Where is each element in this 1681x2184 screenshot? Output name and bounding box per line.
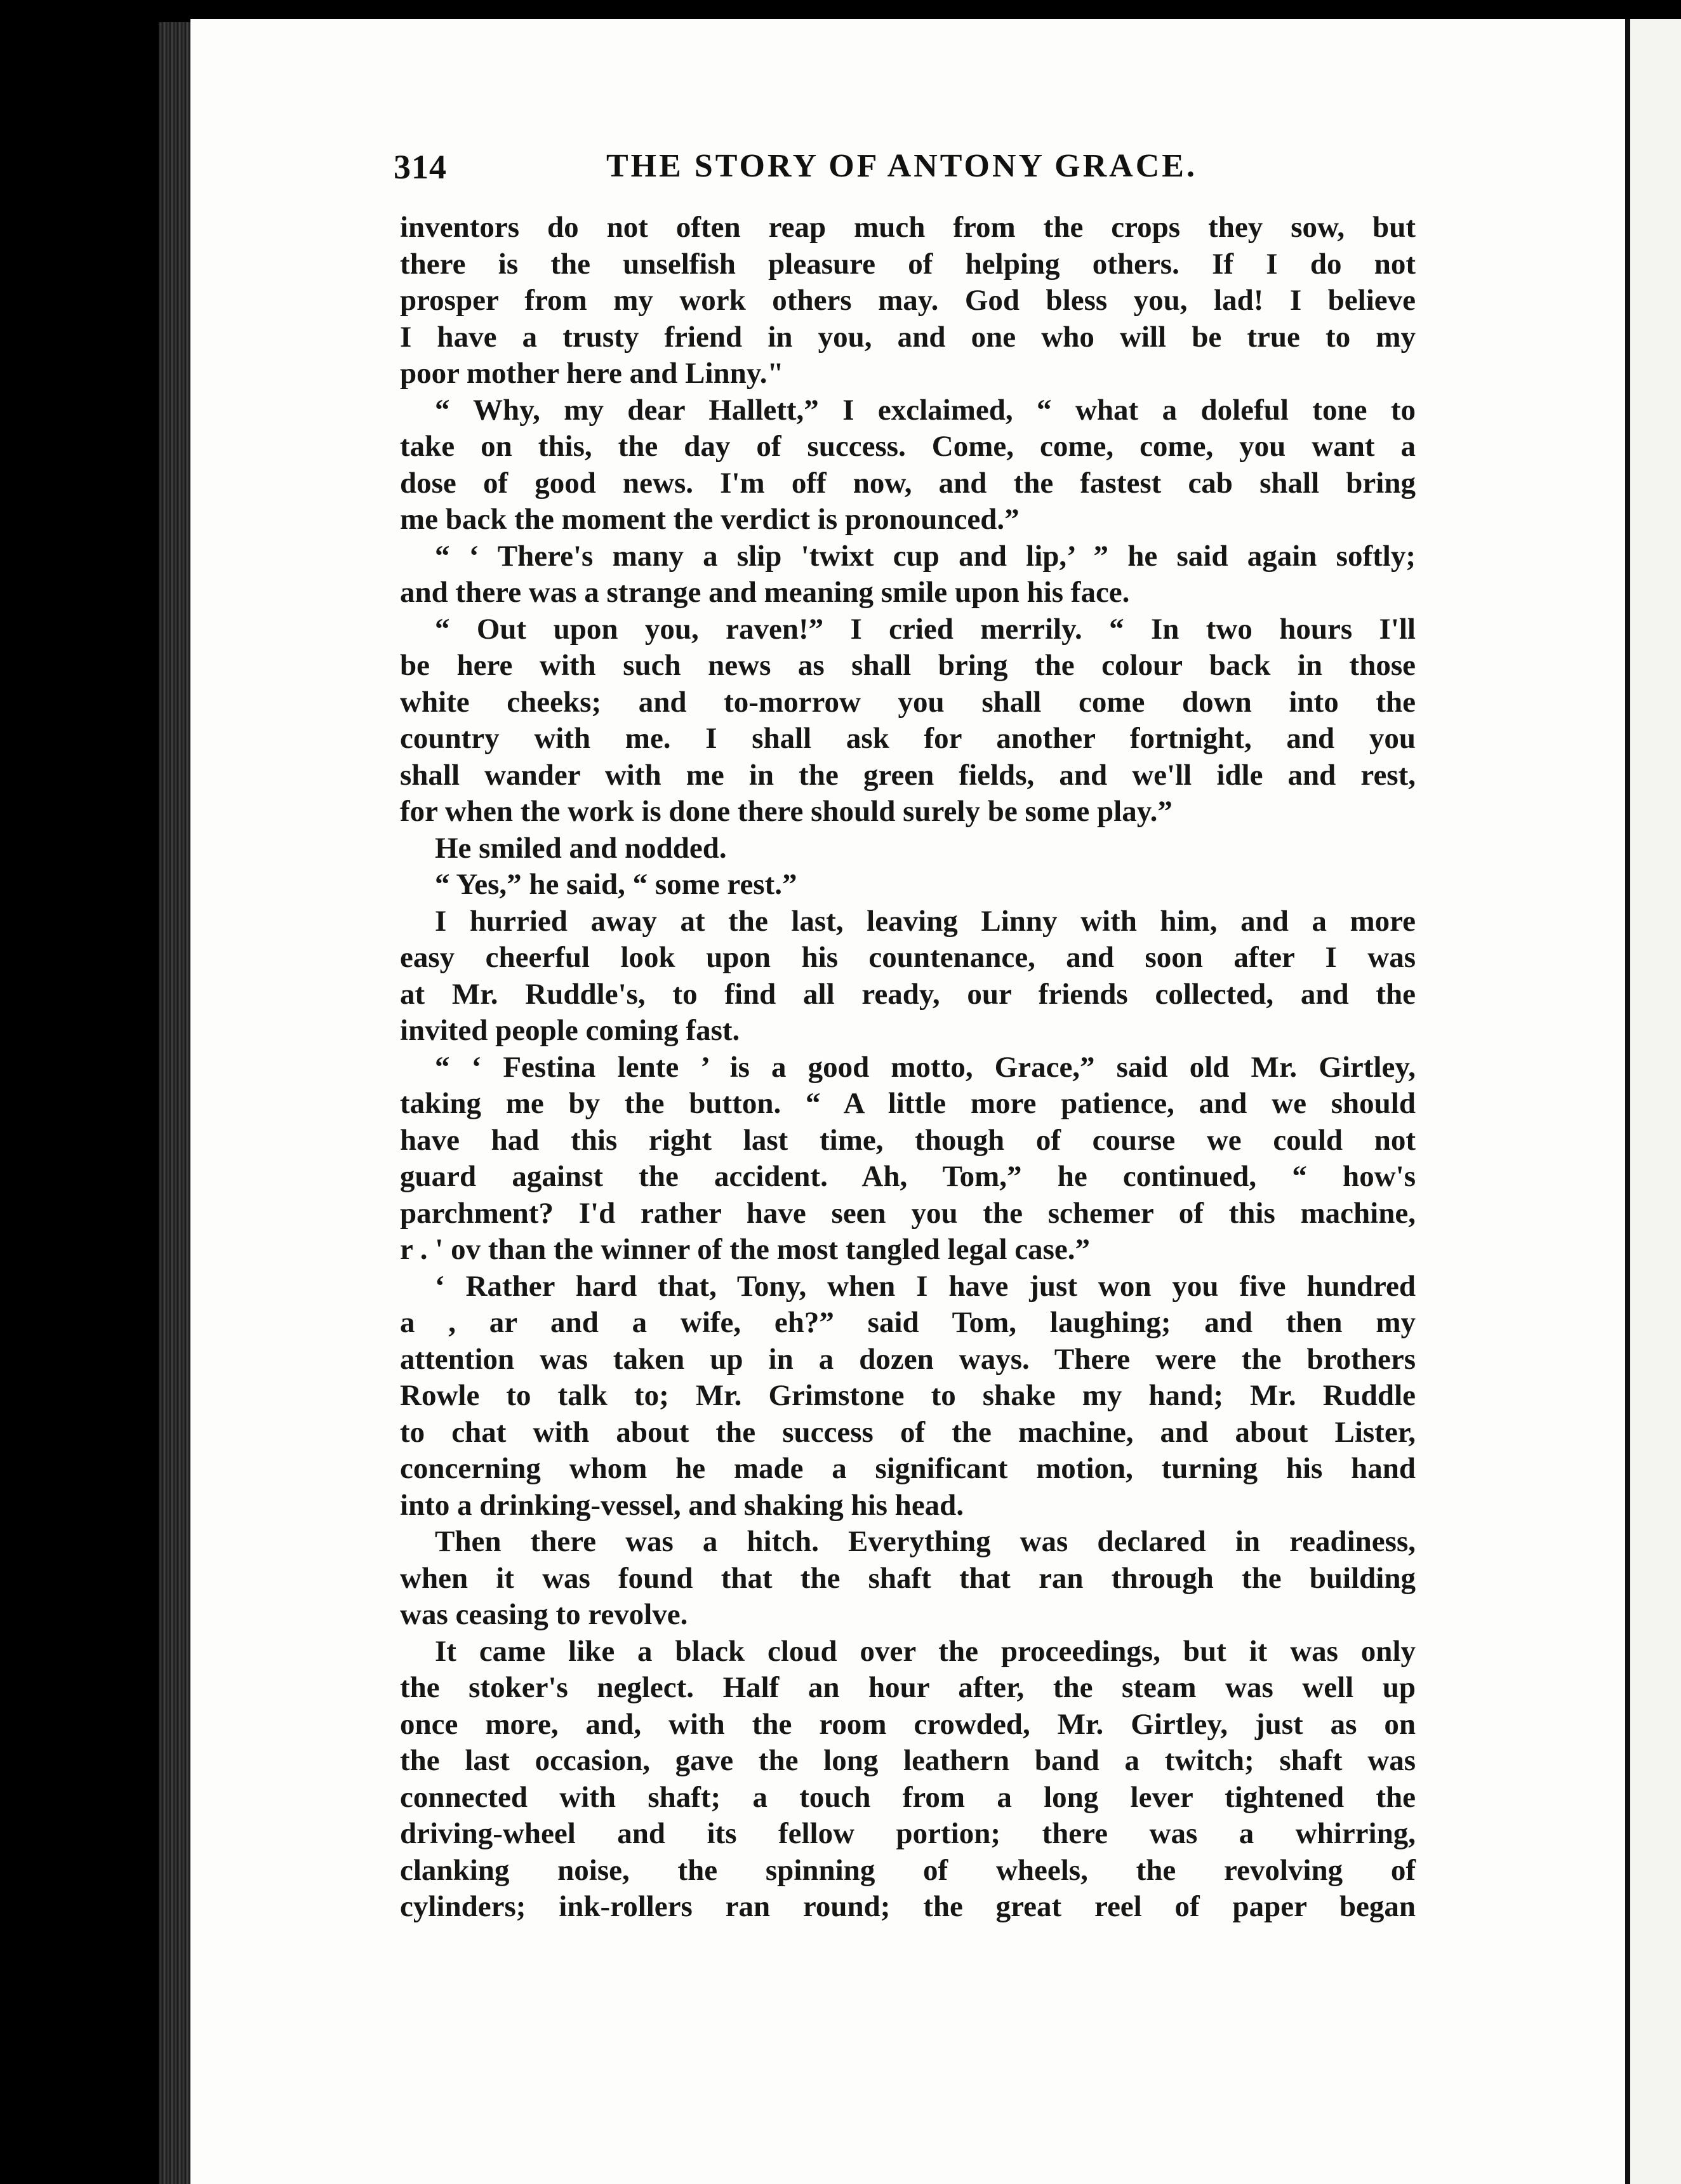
text-line: when it was found that the shaft that ran through the building: [400, 1561, 1416, 1595]
text-line: parchment? I'd rather have seen you the schemer of this machine,: [400, 1196, 1416, 1230]
text-line: attention was taken up in a dozen ways. There were the brothers: [400, 1342, 1416, 1376]
text-line: a , ar and a wife, eh?” said Tom, laughing; and then my: [400, 1306, 1416, 1339]
text-line: to chat with about the success of the machine, and about Lister,: [400, 1415, 1416, 1449]
text-line: country with me. I shall ask for another fortnight, and you: [400, 722, 1416, 755]
text-line: and there was a strange and meaning smile upon his face.: [400, 576, 1130, 609]
text-line: have had this right last time, though of course we could not: [400, 1123, 1416, 1157]
text-line: cylinders; ink-rollers ran round; the great reel of paper began: [400, 1890, 1416, 1923]
running-head: THE STORY OF ANTONY GRACE.: [606, 148, 1197, 184]
text-line: taking me by the button. “ A little more patience, and we should: [400, 1087, 1416, 1120]
text-line: invited people coming fast.: [400, 1014, 740, 1047]
text-line: white cheeks; and to-morrow you shall come down into the: [400, 685, 1416, 719]
text-line: I hurried away at the last, leaving Linny with him, and a more: [435, 904, 1416, 938]
text-line: the last occasion, gave the long leathern band a twitch; shaft was: [400, 1744, 1416, 1777]
text-line: “ Out upon you, raven!” I cried merrily. “ In two hours I'll: [435, 612, 1416, 646]
page-number: 314: [394, 148, 447, 186]
text-line: “ ‘ There's many a slip 'twixt cup and lip,’ ” he said again softly;: [435, 539, 1416, 573]
page-header: [394, 147, 1473, 192]
text-line: the stoker's neglect. Half an hour after, the steam was well up: [400, 1671, 1416, 1704]
text-line: into a drinking-vessel, and shaking his head.: [400, 1488, 964, 1522]
text-line: dose of good news. I'm off now, and the fastest cab shall bring: [400, 466, 1416, 500]
text-line: guard against the accident. Ah, Tom,” he continued, “ how's: [400, 1160, 1416, 1193]
text-line: “ ‘ Festina lente ’ is a good motto, Grace,” said old Mr. Girtley,: [435, 1050, 1416, 1084]
text-line: inventors do not often reap much from the crops they sow, but: [400, 211, 1416, 244]
body-text: [400, 210, 1416, 1926]
text-line: “ Why, my dear Hallett,” I exclaimed, “ what a doleful tone to: [435, 393, 1416, 427]
text-line: ‘ Rather hard that, Tony, when I have just won you five hundred: [435, 1269, 1416, 1303]
text-line: driving-wheel and its fellow portion; there was a whirring,: [400, 1817, 1416, 1850]
text-line: He smiled and nodded.: [435, 831, 727, 865]
text-line: connected with shaft; a touch from a long lever tightened the: [400, 1780, 1416, 1814]
text-line: prosper from my work others may. God bless you, lad! I believe: [400, 284, 1416, 317]
text-line: clanking noise, the spinning of wheels, the revolving of: [400, 1853, 1416, 1887]
text-line: shall wander with me in the green fields, and we'll idle and rest,: [400, 758, 1416, 792]
text-line: there is the unselfish pleasure of helping others. If I do not: [400, 247, 1416, 281]
text-line: easy cheerful look upon his countenance, and soon after I was: [400, 941, 1416, 974]
text-line: It came like a black cloud over the proceedings, but it was only: [435, 1634, 1416, 1668]
text-line: r . ' ov than the winner of the most tangled legal case.”: [400, 1233, 1091, 1266]
text-line: “ Yes,” he said, “ some rest.”: [435, 868, 797, 901]
text-line: for when the work is done there should surely be some play.”: [400, 795, 1173, 828]
text-line: at Mr. Ruddle's, to find all ready, our friends collected, and the: [400, 977, 1416, 1011]
text-line: take on this, the day of success. Come, come, come, you want a: [400, 430, 1416, 463]
text-line: I have a trusty friend in you, and one who will be true to my: [400, 320, 1416, 354]
text-line: was ceasing to revolve.: [400, 1598, 688, 1631]
text-line: Then there was a hitch. Everything was declared in readiness,: [435, 1525, 1416, 1558]
book-gutter-right: [1625, 19, 1630, 2184]
text-line: poor mother here and Linny.": [400, 357, 784, 390]
adjacent-page-edge: [1630, 19, 1681, 2184]
text-line: me back the moment the verdict is pronounced.”: [400, 503, 1020, 536]
text-line: once more, and, with the room crowded, Mr. Girtley, just as on: [400, 1707, 1416, 1741]
text-line: concerning whom he made a significant motion, turning his hand: [400, 1452, 1416, 1485]
text-line: Rowle to talk to; Mr. Grimstone to shake my hand; Mr. Ruddle: [400, 1379, 1416, 1412]
text-line: be here with such news as shall bring the colour back in those: [400, 649, 1416, 682]
